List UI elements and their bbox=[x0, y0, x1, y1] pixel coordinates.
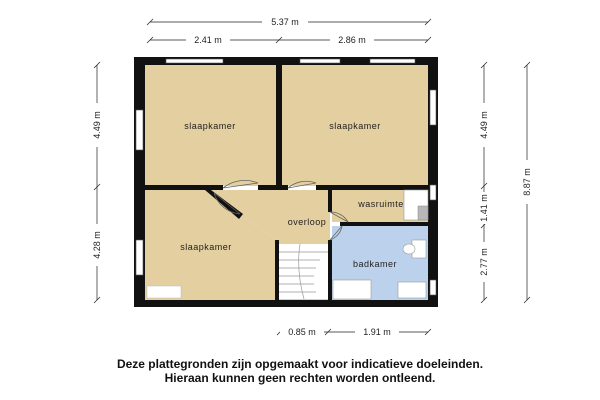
outer-wall-bottom bbox=[134, 300, 438, 307]
laundry-appliance bbox=[418, 206, 428, 220]
sink bbox=[398, 282, 426, 298]
label-laundry: wasruimte bbox=[358, 199, 404, 209]
window bbox=[166, 59, 223, 63]
label-bedroom-top-right: slaapkamer bbox=[329, 121, 381, 131]
dim-top-total: 5.37 m bbox=[271, 17, 299, 27]
window bbox=[136, 110, 143, 150]
dim-right-total: 8.87 m bbox=[522, 168, 532, 196]
shower bbox=[333, 280, 371, 299]
dim-right-lower: 2.77 m bbox=[479, 248, 489, 276]
dim-bottom-left: 0.85 m bbox=[288, 327, 316, 337]
toilet-bowl bbox=[403, 244, 415, 254]
label-landing: overloop bbox=[287, 217, 327, 227]
wall-top-bedrooms-bottom-b bbox=[258, 185, 288, 190]
disclaimer-line-2: Hieraan kunnen geen rechten worden ontleend. bbox=[164, 371, 436, 385]
dim-left-upper: 4.49 m bbox=[92, 111, 102, 139]
radiator bbox=[147, 286, 181, 298]
label-bedroom-bottom-left: slaapkamer bbox=[180, 242, 232, 252]
window bbox=[136, 240, 143, 275]
wall-laundry-left bbox=[328, 190, 332, 212]
dim-top-left: 2.41 m bbox=[194, 35, 222, 45]
dim-bottom-right: 1.91 m bbox=[363, 327, 391, 337]
window bbox=[430, 280, 436, 295]
wall-stairs-left bbox=[275, 240, 279, 300]
dim-right-middle: 1.41 m bbox=[479, 194, 489, 222]
wall-bathroom-left bbox=[328, 240, 332, 300]
disclaimer-line-1: Deze plattegronden zijn opgemaakt voor indicatieve doeleinden. bbox=[116, 357, 484, 371]
window bbox=[430, 90, 436, 125]
wall-laundry-bathroom bbox=[340, 222, 428, 226]
label-bedroom-top-left: slaapkamer bbox=[184, 121, 236, 131]
window bbox=[370, 59, 415, 63]
window bbox=[300, 59, 340, 63]
dim-top-right: 2.86 m bbox=[338, 35, 366, 45]
wall-between-top-bedrooms bbox=[276, 65, 282, 190]
wall-top-bedrooms-bottom-c bbox=[316, 185, 428, 190]
dim-left-lower: 4.28 m bbox=[92, 231, 102, 259]
disclaimer bbox=[0, 357, 600, 385]
label-bathroom: badkamer bbox=[352, 259, 398, 269]
window bbox=[430, 185, 436, 200]
dim-right-upper: 4.49 m bbox=[479, 111, 489, 139]
wall-top-bedrooms-bottom-a bbox=[145, 185, 223, 190]
